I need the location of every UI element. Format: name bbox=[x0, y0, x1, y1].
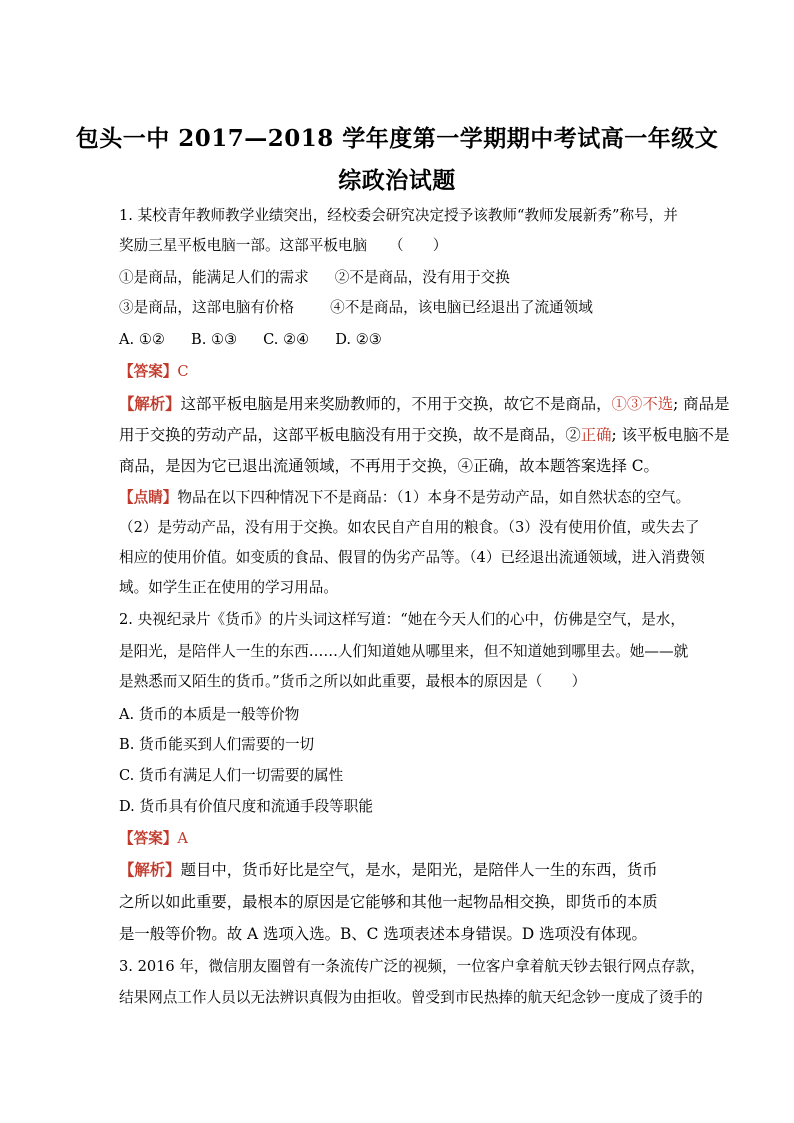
q2-choice-a: A. 货币的本质是一般等价物 bbox=[119, 706, 300, 723]
q2-choice-b: B. 货币能买到人们需要的一切 bbox=[119, 736, 315, 753]
q1-options-row-1 bbox=[119, 268, 679, 288]
q2-answer bbox=[119, 829, 679, 849]
q1-tip-line-1 bbox=[119, 488, 691, 508]
q2-choice-c: C. 货币有满足人们一切需要的属性 bbox=[119, 767, 344, 784]
q1-tip-line-2: （2）是劳动产品，没有用于交换。如农民自产自用的粮食。（3）没有使用价值，或失去了 bbox=[119, 519, 700, 536]
q3-stem-line-2: 结果网点工作人员以无法辨识真假为由拒收。曾受到市民热捧的航天纪念钞一度成了烫手的 bbox=[119, 989, 703, 1006]
q1-tip-line-3: 相应的使用价值。如变质的食品、假冒的伪劣产品等。（4）已经退出流通领域，进入消费领 bbox=[119, 549, 705, 566]
q1-analysis-line-3: 商品，是因为它已退出流通领域，不再用于交换，④正确，故本题答案选择 C。 bbox=[119, 457, 659, 475]
q1-analysis-text: ; 商品是 bbox=[673, 395, 730, 413]
q1-option-1: ①是商品，能满足人们的需求 bbox=[119, 269, 309, 286]
q1-option-4: ④不是商品，该电脑已经退出了流通领域 bbox=[330, 299, 593, 316]
q1-tip-text: 物品在以下四种情况下不是商品：（1）本身不是劳动产品，如自然状态的空气。 bbox=[177, 489, 691, 506]
q1-choice-b: B. ①③ bbox=[190, 331, 238, 348]
q1-answer-value: C bbox=[177, 363, 189, 380]
q1-analysis-line-1 bbox=[119, 394, 730, 414]
q1-tip-tag: 【点睛】 bbox=[119, 489, 178, 506]
q1-analysis-text: 这部平板电脑是用来奖励教师的，不用于交换，故它不是商品， bbox=[180, 395, 612, 413]
q1-choice-a: A. ①② bbox=[119, 331, 165, 348]
q1-analysis-text: 用于交换的劳动产品，这部平板电脑没有用于交换，故不是商品，② bbox=[119, 426, 581, 444]
q1-analysis-text: ; 该平板电脑不是 bbox=[611, 426, 730, 444]
q1-choices bbox=[119, 330, 679, 350]
q2-stem-line-3: 是熟悉而又陌生的货币。”货币之所以如此重要，最根本的原因是（ ） bbox=[119, 673, 587, 690]
q2-analysis-line-2: 之所以如此重要，最根本的原因是它能够和其他一起物品相交换，即货币的本质 bbox=[119, 893, 658, 911]
q1-analysis-highlight: ①③不选 bbox=[611, 395, 674, 413]
q2-analysis-line-1 bbox=[119, 860, 679, 880]
q2-answer-tag: 【答案】 bbox=[119, 830, 178, 847]
q1-option-2: ②不是商品，没有用于交换 bbox=[334, 269, 510, 286]
q2-stem-line-1: 2. 央视纪录片《货币》的片头词这样写道：“她在今天人们的心中，仿佛是空气，是水， bbox=[119, 611, 685, 628]
q1-analysis-tag: 【解析】 bbox=[119, 395, 181, 413]
q1-options-row-2 bbox=[119, 298, 679, 318]
q1-option-3: ③是商品，这部电脑有价格 bbox=[119, 299, 295, 316]
q1-choice-d: D. ②③ bbox=[335, 331, 382, 348]
q2-analysis-tag: 【解析】 bbox=[119, 861, 181, 879]
q1-analysis-line-2 bbox=[119, 425, 730, 445]
q2-answer-value: A bbox=[177, 830, 188, 847]
q1-analysis-highlight: 正确 bbox=[580, 426, 612, 444]
q1-answer-tag: 【答案】 bbox=[119, 363, 178, 380]
q1-stem-line-2: 奖励三星平板电脑一部。这部平板电脑 （ ） bbox=[119, 237, 448, 254]
q1-choice-c: C. ②④ bbox=[263, 331, 310, 348]
q2-choice-d: D. 货币具有价值尺度和流通手段等职能 bbox=[119, 798, 373, 815]
title-line-2: 综政治试题 bbox=[338, 167, 456, 194]
title-line-1: 包头一中 2017—2018 学年度第一学期期中考试高一年级文 bbox=[75, 125, 719, 152]
q2-analysis-text: 题目中，货币好比是空气，是水，是阳光，是陪伴人一生的东西，货币 bbox=[180, 861, 658, 879]
q2-analysis-line-3: 是一般等价物。故 A 选项入选。B、C 选项表述本身错误。D 选项没有体现。 bbox=[119, 925, 647, 943]
q1-stem-line-1: 1. 某校青年教师教学业绩突出，经校委会研究决定授予该教师“教师发展新秀”称号，并 bbox=[119, 207, 678, 224]
q1-answer bbox=[119, 362, 679, 382]
q1-tip-line-4: 域。如学生正在使用的学习用品。 bbox=[119, 579, 338, 596]
q3-stem-line-1: 3. 2016 年，微信朋友圈曾有一条流传广泛的视频，一位客户拿着航天钞去银行网点存款， bbox=[119, 958, 705, 975]
q2-stem-line-2: 是阳光，是陪伴人一生的东西……人们知道她从哪里来，但不知道她到哪里去。她——就 bbox=[119, 643, 689, 660]
